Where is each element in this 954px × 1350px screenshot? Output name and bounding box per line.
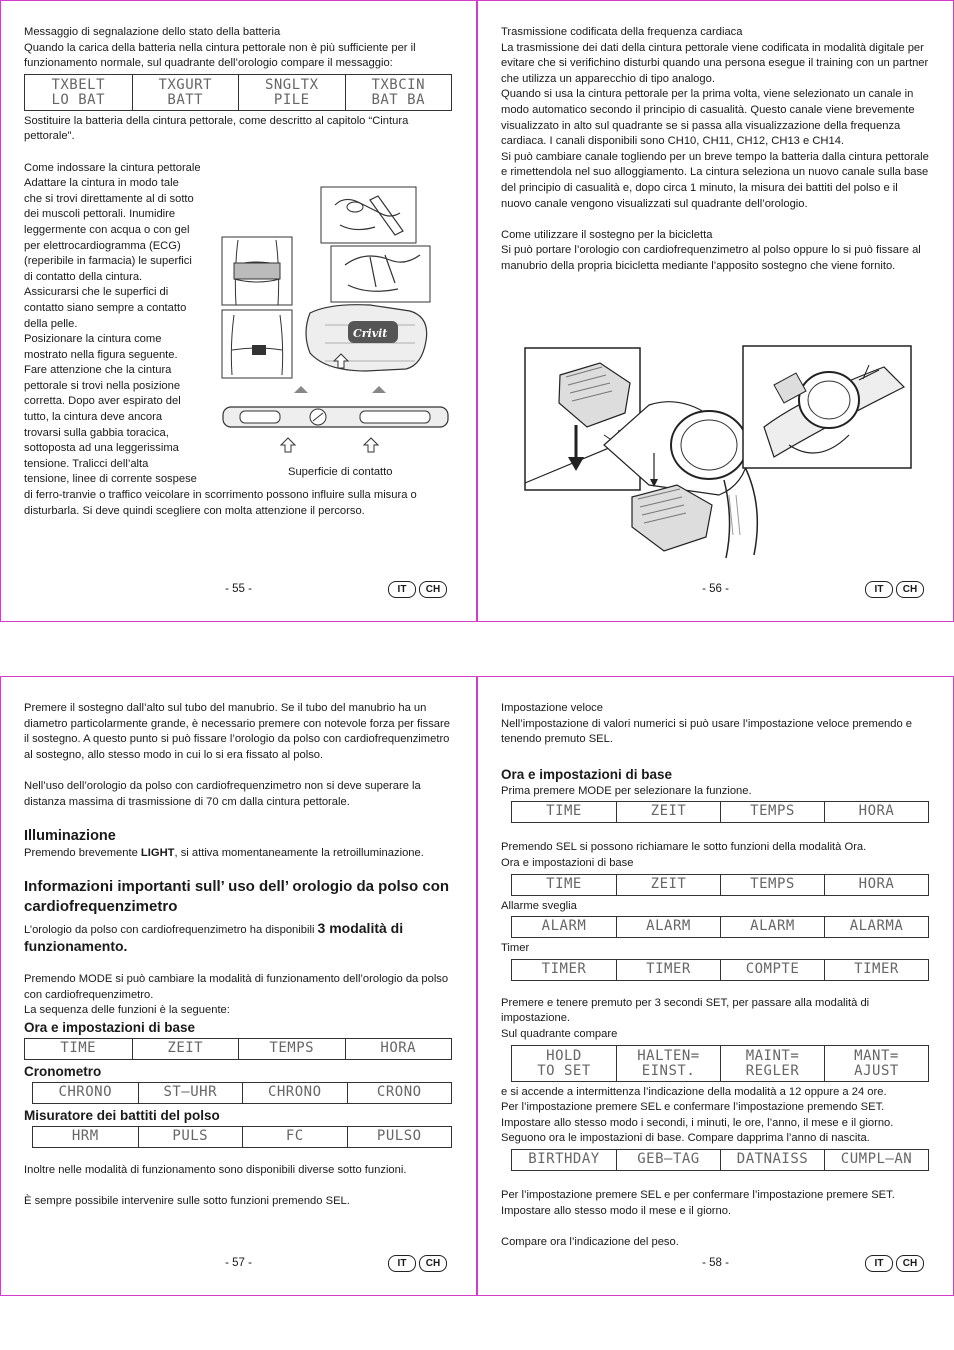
country-badges <box>865 1255 924 1272</box>
lcd-cell: HORA <box>345 1039 452 1059</box>
lcd-cell: ZEIT <box>616 802 720 822</box>
bike-text: Si può portare l’orologio con cardiofrequenzimetro al polso oppure lo si può fissare al manubrio della propria bicicletta mediante l’apposito sostegno che viene fornito. <box>501 244 921 272</box>
lcd-cell: TIMER <box>541 960 587 977</box>
mount-text: Premere il sostegno dall’alto sul tubo del manubrio. Se il tubo del manubrio ha un diametro particolarmente grande, è necessario premere con notevole forza per fissare il sostegno. A questo punto si può fissare l’orologio da polso con cardiofrequenzimetro al sostegno, allo stesso modo in cui lo si era fissato al polso. <box>24 702 450 761</box>
modes-text: L’orologio da polso con cardiofrequenzimetro ha disponibili 3 modalità di funzionamento. <box>24 920 404 954</box>
lcd-cell: TIMER <box>616 960 720 980</box>
lcd-cell: ZEIT <box>132 1039 239 1059</box>
lcd-cell: ST–UHR <box>138 1083 243 1103</box>
country-badges <box>865 581 924 598</box>
lcd-cell: COMPTE <box>720 960 824 980</box>
lcd-cell: TIME <box>546 803 582 820</box>
lcd-cell: GEB–TAG <box>616 1150 720 1170</box>
lcd-cell: HORA <box>824 802 928 822</box>
page-55 <box>0 0 477 622</box>
page-57-content <box>24 701 452 1210</box>
lcd-battery-display <box>24 74 452 111</box>
page-56-footer <box>478 581 953 599</box>
brand-logo: Crivit <box>353 327 388 340</box>
wear-line: tutto, la cintura deve ancora <box>24 411 163 424</box>
fast-heading: Impostazione veloce <box>501 702 603 714</box>
lcd-cell: TIME <box>60 1039 97 1056</box>
page-number: - 57 - <box>225 1257 252 1269</box>
replace-battery-text: Sostituire la batteria della cintura pettorale, come descritto al capitolo “Cintura pettorale". <box>24 114 409 143</box>
lcd-cell: FC <box>242 1127 347 1147</box>
battery-text: Quando la carica della batteria nella cintura pettorale non è più sufficiente per il funzionamento normale, sul quadrante dell’orologio compare il messaggio: <box>24 41 416 70</box>
sel-text: È sempre possibile intervenire sulle sotto funzioni premendo SEL. <box>24 1195 350 1208</box>
lcd-cell: HRM <box>71 1127 99 1144</box>
page-56-content <box>501 25 929 275</box>
lcd-alarm-display <box>511 916 929 938</box>
page-number: - 55 - <box>225 583 252 595</box>
lcd-cell: BIRTHDAY <box>528 1150 600 1167</box>
lcd-hold-display <box>511 1045 929 1082</box>
light-heading: Illuminazione <box>24 827 116 844</box>
wear-line: tensione, linee di corrente sospese <box>24 473 197 486</box>
country-badges <box>388 581 447 598</box>
wear-line: di contatto della cintura. <box>24 270 143 283</box>
country-badge-it: IT <box>388 581 416 598</box>
coded-heading: Trasmissione codificata della frequenza cardiaca <box>501 26 743 38</box>
wear-line: dei muscoli pettorali. Inumidire <box>24 208 176 221</box>
distance-text: Nell’uso dell’orologio da polso con cardiofrequenzimetro non si deve superare la distanza massima di trasmissione di 70 cm dalla cintura pettorale. <box>24 779 421 808</box>
wear-line: trovarsi sulla gabbia toracica, <box>24 426 169 439</box>
lcd-cell: CRONO <box>347 1083 452 1103</box>
wear-line: Posizionare la cintura come <box>24 333 162 346</box>
info-heading: Informazioni importanti sull’ uso dell’ orologio da polso con cardiofrequenzimetro <box>24 878 450 916</box>
wear-line: Adattare la cintura in modo tale <box>24 177 179 190</box>
hrm-heading: Misuratore dei battiti del polso <box>24 1107 220 1123</box>
lcd-time-display-1 <box>511 801 929 823</box>
page-58-footer <box>478 1255 953 1273</box>
lcd-cell: PULSO <box>347 1127 452 1147</box>
lcd-cell: MAINT= REGLER <box>720 1046 824 1081</box>
country-badge-it: IT <box>865 1255 893 1272</box>
weight-text: Compare ora l’indicazione del peso. <box>501 1235 679 1248</box>
lcd-cell: MANT= AJUST <box>824 1046 928 1081</box>
page-56 <box>477 0 954 622</box>
subfunctions-text: Inoltre nelle modalità di funzionamento sono disponibili diverse sotto funzioni. <box>24 1163 407 1176</box>
lcd-cell: HORA <box>824 875 928 895</box>
mode-text: Premendo MODE si può cambiare la modalità di funzionamento dell’orologio da polso con cardiofrequenzimetro. <box>24 973 449 1001</box>
wear-line: Assicurarsi che le superfici di <box>24 286 169 299</box>
same-way-text: Impostare allo stesso modo i secondi, i minuti, le ore, l’anno, il mese e il giorno. <box>501 1116 894 1129</box>
wear-line: sottoposta ad una leggerissima <box>24 442 179 455</box>
wear-line: corretta. Dopo aver espirato del <box>24 395 181 408</box>
lcd-cell: ALARM <box>720 917 824 937</box>
light-text: Premendo brevemente LIGHT, si attiva momentaneamente la retroilluminazione. <box>24 846 424 859</box>
page-57-footer <box>1 1255 476 1273</box>
fast-text: Nell’impostazione di valori numerici si può usare l’impostazione veloce premendo e tenendo premuto SEL. <box>501 717 913 746</box>
set-text: Per l’impostazione premere SEL e confermare l’impostazione premendo SET. <box>501 1101 885 1114</box>
sequence-text: La sequenza delle funzioni è la seguente: <box>24 1004 230 1017</box>
lcd-cell: HALTEN= EINST. <box>616 1046 720 1081</box>
lcd-cell: CUMPL–AN <box>824 1150 928 1170</box>
country-badges <box>388 1255 447 1272</box>
lcd-time-display-2 <box>511 874 929 896</box>
wear-line: tensione. Tralicci dell’alta <box>24 457 149 470</box>
bike-mount-illustration <box>524 345 914 563</box>
lcd-cell: TEMPS <box>720 875 824 895</box>
lcd-cell: TEMPS <box>720 802 824 822</box>
lcd-timer-display <box>511 959 929 981</box>
sel-subfunctions-text: Premendo SEL si possono richiamare le sotto funzioni della modalità Ora. <box>501 841 867 854</box>
lcd-cell: CHRONO <box>58 1083 113 1100</box>
birthday-text: Seguono ora le impostazioni di base. Compare dapprima l’anno di nascita. <box>501 1132 870 1145</box>
time-heading: Ora e impostazioni di base <box>501 766 673 782</box>
wear-text-column <box>24 176 224 488</box>
lcd-cell: TIME <box>546 875 582 892</box>
time-label: Ora e impostazioni di base <box>501 856 634 869</box>
alarm-label: Allarme sveglia <box>501 899 577 912</box>
figure-caption: Superficie di contatto <box>288 466 393 478</box>
lcd-cell: TXBELT LO BAT <box>51 76 106 108</box>
lcd-cell: HOLD TO SET <box>537 1047 591 1079</box>
lcd-cell: TEMPS <box>238 1039 345 1059</box>
battery-heading: Messaggio di segnalazione dello stato della batteria <box>24 26 281 38</box>
country-badge-ch: CH <box>896 1255 924 1272</box>
lcd-cell: TIMER <box>824 960 928 980</box>
chrono-heading: Cronometro <box>24 1063 102 1079</box>
lcd-cell: ZEIT <box>616 875 720 895</box>
timer-label: Timer <box>501 942 530 955</box>
lcd-cell: DATNAISS <box>720 1150 824 1170</box>
month-day-text: Impostare allo stesso modo il mese e il giorno. <box>501 1204 732 1217</box>
wear-tail-text: di ferro-tranvie o traffico veicolare in scorrimento possono influire sulla misura o disturbarla. Si deve quindi scegliere con molta attenzione il percorso. <box>24 489 417 517</box>
wear-line: Fare attenzione che la cintura <box>24 364 172 377</box>
lcd-cell: TXBCIN BAT BA <box>345 75 452 110</box>
page-number: - 58 - <box>702 1257 729 1269</box>
lcd-cell: ALARMA <box>824 917 928 937</box>
lcd-hrm-display <box>32 1126 452 1148</box>
page-number: - 56 - <box>702 583 729 595</box>
bike-heading: Come utilizzare il sostegno per la bicicletta <box>501 228 713 241</box>
hold-set-text: Premere e tenere premuto per 3 secondi SET, per passare alla modalità di impostazione. <box>501 996 870 1025</box>
wear-heading: Come indossare la cintura pettorale <box>24 161 201 174</box>
lcd-time-display <box>24 1038 452 1060</box>
wear-line: (reperibile in farmacia) le superfici <box>24 255 192 268</box>
page-58 <box>477 676 954 1296</box>
chest-strap-illustration <box>220 185 460 485</box>
lcd-cell: CHRONO <box>242 1083 347 1103</box>
coded-text-2: Quando si usa la cintura pettorale per la prima volta, viene selezionato un canale in modo automatico secondo il principio di casualità. Questo canale viene brevemente visualizzato in alto sul quadrante se si passa alla visualizzazione della frequenza cardiaca. I canali disponibili sono CH10, CH11, CH12, CH13 e CH14. <box>501 88 915 148</box>
country-badge-it: IT <box>388 1255 416 1272</box>
lcd-cell: ALARM <box>541 918 587 935</box>
first-text: Prima premere MODE per selezionare la funzione. <box>501 784 752 797</box>
lcd-cell: SNGLTX PILE <box>238 75 345 110</box>
lcd-cell: PULS <box>138 1127 243 1147</box>
lcd-chrono-display <box>32 1082 452 1104</box>
set2-text: Per l’impostazione premere SEL e per confermare l’impostazione premere SET. <box>501 1188 895 1201</box>
country-badge-ch: CH <box>419 1255 447 1272</box>
blink-text: e si accende a intermittenza l’indicazione della modalità a 12 oppure a 24 ore. <box>501 1085 887 1098</box>
wear-line: leggermente con acqua o con gel <box>24 223 190 236</box>
country-badge-ch: CH <box>419 581 447 598</box>
wear-line: che si trovi direttamente al di sotto <box>24 192 194 205</box>
wear-line: pettorale si trovi nella posizione <box>24 379 181 392</box>
coded-text-3: Si può cambiare canale togliendo per un breve tempo la batteria dalla cintura pettorale e rimettendola nel suo alloggiamento. La cintura seleziona un nuovo canale sulla base del principio di casualità e, dopo circa 1 minuto, la misura dei battiti del polso e il nuovo canale vengono visualizzati sul quadrante dell’orologio. <box>501 150 929 210</box>
wear-line: mostrato nella figura seguente. <box>24 348 178 361</box>
country-badge-ch: CH <box>896 581 924 598</box>
country-badge-it: IT <box>865 581 893 598</box>
lcd-birthday-display <box>511 1149 929 1171</box>
coded-text: La trasmissione dei dati della cintura pettorale viene codificata in modalità digitale per evitare che si verifichino disturbi quando una persona esegue il training con un partner che utilizza un apparecchio di tipo analogo. <box>501 41 929 85</box>
lcd-cell: TXGURT BATT <box>132 75 239 110</box>
wear-line: per elettrocardiogramma (ECG) <box>24 239 181 252</box>
time-heading: Ora e impostazioni di base <box>24 1019 196 1035</box>
page-57 <box>0 676 477 1296</box>
wear-line: contatto siano sempre a contatto <box>24 301 187 314</box>
wear-line: della pelle. <box>24 317 78 330</box>
appears-text: Sul quadrante compare <box>501 1027 618 1040</box>
lcd-cell: ALARM <box>616 917 720 937</box>
page-58-content <box>501 701 929 1250</box>
page-55-footer <box>1 581 476 599</box>
